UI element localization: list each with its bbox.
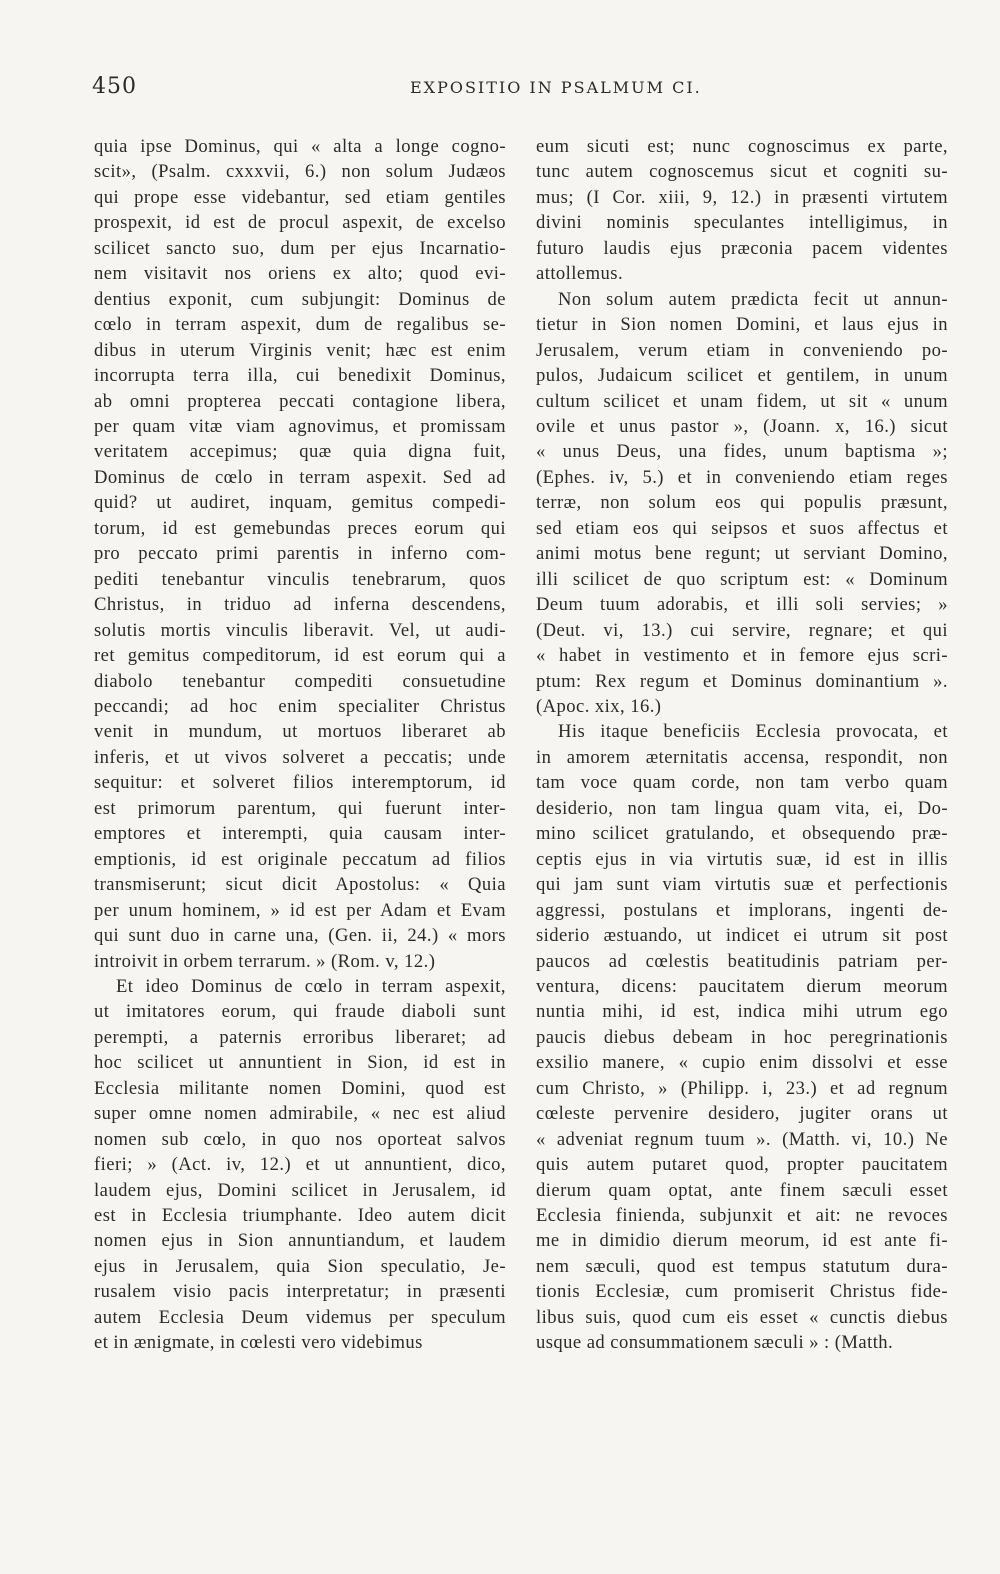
- text-line: futuro laudis ejus præconia pacem videntes: [536, 237, 948, 259]
- text-line: ventura, dicens: paucitatem dierum meorum: [536, 975, 948, 997]
- text-line: libus suis, quod cum eis esset « cunctis diebus: [536, 1306, 948, 1328]
- text-line: exsilio manere, « cupio enim dissolvi et esse: [536, 1052, 948, 1074]
- text-line: dierum quam optat, ante finem sæculi esset: [536, 1179, 948, 1201]
- text-line: usque ad consummationem sæculi » : (Matth.: [536, 1332, 894, 1354]
- text-line: (Apoc. xix, 16.): [536, 695, 662, 717]
- text-line: Deum tuum adorabis, et illi soli servies; »: [536, 594, 948, 616]
- text-line: (Deut. vi, 13.) cui servire, regnare; et qui: [536, 619, 948, 641]
- text-line: nem sæculi, quod est tempus statutum dura-: [536, 1255, 948, 1277]
- text-line: Ecclesia finienda, subjunxit et ait: ne revoces: [536, 1205, 948, 1227]
- text-line: rusalem visio pacis interpretatur; in præsenti: [94, 1281, 506, 1303]
- text-line: nomen ejus in Sion annuntiandum, et laudem: [94, 1230, 506, 1252]
- text-line: et in ænigmate, in cœlesti vero videbimus: [94, 1332, 423, 1354]
- text-line: torum, id est gemebundas preces eorum qui: [94, 517, 506, 539]
- text-line: autem Ecclesia Deum videmus per speculum: [94, 1306, 506, 1328]
- text-line: quia ipse Dominus, qui « alta a longe cogno-: [94, 136, 506, 157]
- text-line: mino scilicet gratulando, et obsequendo præ-: [536, 823, 948, 845]
- text-line: transmiserunt; sicut dicit Apostolus: « Quia: [94, 874, 506, 896]
- page-number: 450: [92, 74, 137, 99]
- text-line: diabolo tenebantur compediti consuetudine: [94, 670, 506, 692]
- text-line: ret gemitus compeditorum, id est eorum qui a: [94, 645, 506, 667]
- text-line: Christus, in triduo ad inferna descendens,: [94, 594, 506, 616]
- text-line: fieri; » (Act. iv, 12.) et ut annuntient, dico,: [94, 1154, 506, 1176]
- text-line: desiderio, non tam lingua quam vita, ei, Do-: [536, 797, 948, 819]
- text-line: « unus Deus, una fides, unum baptisma »;: [536, 441, 948, 463]
- text-line: quis autem putaret quod, propter paucitatem: [536, 1154, 948, 1176]
- left-text-column: [94, 134, 506, 1356]
- text-line: emptores et interempti, quia causam inter-: [94, 823, 506, 845]
- text-line: mus; (I Cor. xiii, 9, 12.) in præsenti virtutem: [536, 186, 948, 208]
- text-line: sed etiam eos qui seipsos et suos affectus et: [536, 517, 948, 539]
- text-line: ut imitatores eorum, qui fraude diaboli sunt: [94, 1001, 506, 1023]
- text-line: tietur in Sion nomen Domini, et laus ejus in: [536, 314, 948, 336]
- text-line: Dominus de cœlo in terram aspexit. Sed ad: [94, 466, 506, 488]
- text-line: eum sicuti est; nunc cognoscimus ex parte,: [536, 136, 948, 157]
- text-line: ab omni propterea peccati contagione libera,: [94, 390, 506, 412]
- text-line: Ecclesia militante nomen Domini, quod est: [94, 1077, 506, 1099]
- text-line: ptum: Rex regum et Dominus dominantium ».: [536, 670, 948, 692]
- text-line: (Ephes. iv, 5.) et in conveniendo etiam reges: [536, 466, 948, 488]
- text-line: ceptis ejus in via virtutis suæ, id est in illis: [536, 848, 948, 870]
- text-line: qui prope esse videbantur, sed etiam gentiles: [94, 186, 506, 208]
- text-line: Jerusalem, verum etiam in conveniendo po-: [536, 339, 948, 361]
- text-line: per unum hominem, » id est per Adam et Evam: [94, 899, 506, 921]
- text-line: emptionis, id est originale peccatum ad filios: [94, 848, 506, 870]
- text-line: ovile et unus pastor », (Joann. x, 16.) sicut: [536, 415, 948, 437]
- text-line: attollemus.: [536, 263, 624, 285]
- running-head: EXPOSITIO IN PSALMUM CI.: [410, 78, 702, 97]
- right-text-column: [536, 134, 948, 1356]
- text-line: nomen sub cœlo, in quo nos oporteat salvos: [94, 1128, 506, 1150]
- text-line: pro peccato primi parentis in inferno com-: [94, 543, 506, 565]
- text-line: dibus in uterum Virginis venit; hæc est enim: [94, 339, 506, 361]
- text-line: super omne nomen admirabile, « nec est aliud: [94, 1103, 506, 1125]
- text-line: pulos, Judaicum scilicet et gentilem, in unum: [536, 365, 948, 387]
- text-line: qui sunt duo in carne una, (Gen. ii, 24.) « mors: [94, 925, 506, 947]
- text-line: paucis diebus debeam in hoc peregrinationis: [536, 1026, 948, 1048]
- text-line: animi motus bene regunt; ut serviant Domino,: [536, 543, 948, 565]
- text-line: peccandi; ad hoc enim specialiter Christus: [94, 695, 506, 717]
- text-line: ejus in Jerusalem, quia Sion speculatio, Je-: [94, 1255, 506, 1277]
- text-line: nuntia mihi, id est, indica mihi utrum ego: [536, 1001, 948, 1023]
- text-line: quid? ut audiret, inquam, gemitus compedi-: [94, 492, 506, 514]
- text-line: me in dimidio dierum meorum, id est ante fi-: [536, 1230, 948, 1252]
- text-line: tionis Ecclesiæ, cum promiserit Christus fide-: [536, 1281, 948, 1303]
- text-line: « adveniat regnum tuum ». (Matth. vi, 10.) Ne: [536, 1128, 948, 1150]
- text-line: hoc scilicet ut annuntient in Sion, id est in: [94, 1052, 506, 1074]
- text-line: introivit in orbem terrarum. » (Rom. v, 12.): [94, 950, 436, 972]
- text-line: solutis mortis vinculis liberavit. Vel, ut audi-: [94, 619, 506, 641]
- text-line: per quam vitæ viam agnovimus, et promissam: [94, 415, 506, 437]
- text-line: perempti, a paternis erroribus liberaret; ad: [94, 1026, 506, 1048]
- text-line: inferis, et ut vivos solveret a peccatis; unde: [94, 746, 506, 768]
- text-line: veritatem accepimus; quæ quia digna fuit,: [94, 441, 506, 463]
- text-line: tam voce quam corde, non tam verbo quam: [536, 772, 948, 794]
- text-line: His itaque beneficiis Ecclesia provocata, et: [558, 721, 948, 743]
- text-line: scilicet sancto suo, dum per ejus Incarnatio-: [94, 237, 506, 259]
- text-line: cum Christo, » (Philipp. i, 23.) et ad regnum: [536, 1077, 948, 1099]
- page-header: [92, 74, 948, 104]
- text-line: cœlo in terram aspexit, dum de regalibus se-: [94, 314, 506, 336]
- text-line: tunc autem cognoscemus sicut et cogniti su-: [536, 161, 948, 183]
- text-line: paucos ad cœlestis beatitudinis patriam per-: [536, 950, 948, 972]
- text-line: dentius exponit, cum subjungit: Dominus de: [94, 288, 506, 310]
- text-line: in amorem æternitatis accensa, respondit, non: [536, 746, 948, 768]
- text-line: prospexit, id est de procul aspexit, de excelso: [94, 212, 506, 234]
- text-line: cœleste pervenire desidero, jugiter orans ut: [536, 1103, 948, 1125]
- text-line: qui jam sunt viam virtutis suæ et perfectionis: [536, 874, 948, 896]
- text-line: est primorum parentum, qui fuerunt inter-: [94, 797, 506, 819]
- text-line: divini nominis speculantes intelligimus, in: [536, 212, 948, 234]
- text-line: « habet in vestimento et in femore ejus scri-: [536, 645, 948, 667]
- text-line: nem visitavit nos oriens ex alto; quod evi-: [94, 263, 506, 285]
- text-line: Et ideo Dominus de cœlo in terram aspexit,: [116, 975, 506, 997]
- text-line: Non solum autem prædicta fecit ut annun-: [558, 288, 948, 310]
- text-line: sequitur: et solveret filios interemptorum, id: [94, 772, 506, 794]
- text-line: incorrupta terra illa, cui benedixit Dominus,: [94, 365, 506, 387]
- text-line: siderio æstuando, ut indicet ei utrum sit post: [536, 925, 948, 947]
- text-line: aggressi, postulans et implorans, ingenti de-: [536, 899, 948, 921]
- text-line: laudem ejus, Domini scilicet in Jerusalem, id: [94, 1179, 506, 1201]
- text-line: terræ, non solum eos qui populis præsunt,: [536, 492, 948, 514]
- text-line: scit», (Psalm. cxxxvii, 6.) non solum Judæos: [94, 161, 506, 183]
- text-line: cultum scilicet et unam fidem, ut sit « unum: [536, 390, 948, 412]
- text-line: venit in mundum, ut mortuos liberaret ab: [94, 721, 506, 743]
- text-line: pediti tenebantur vinculis tenebrarum, quos: [94, 568, 506, 590]
- text-line: est in Ecclesia triumphante. Ideo autem dicit: [94, 1205, 506, 1227]
- text-line: illi scilicet de quo scriptum est: « Dominum: [536, 568, 948, 590]
